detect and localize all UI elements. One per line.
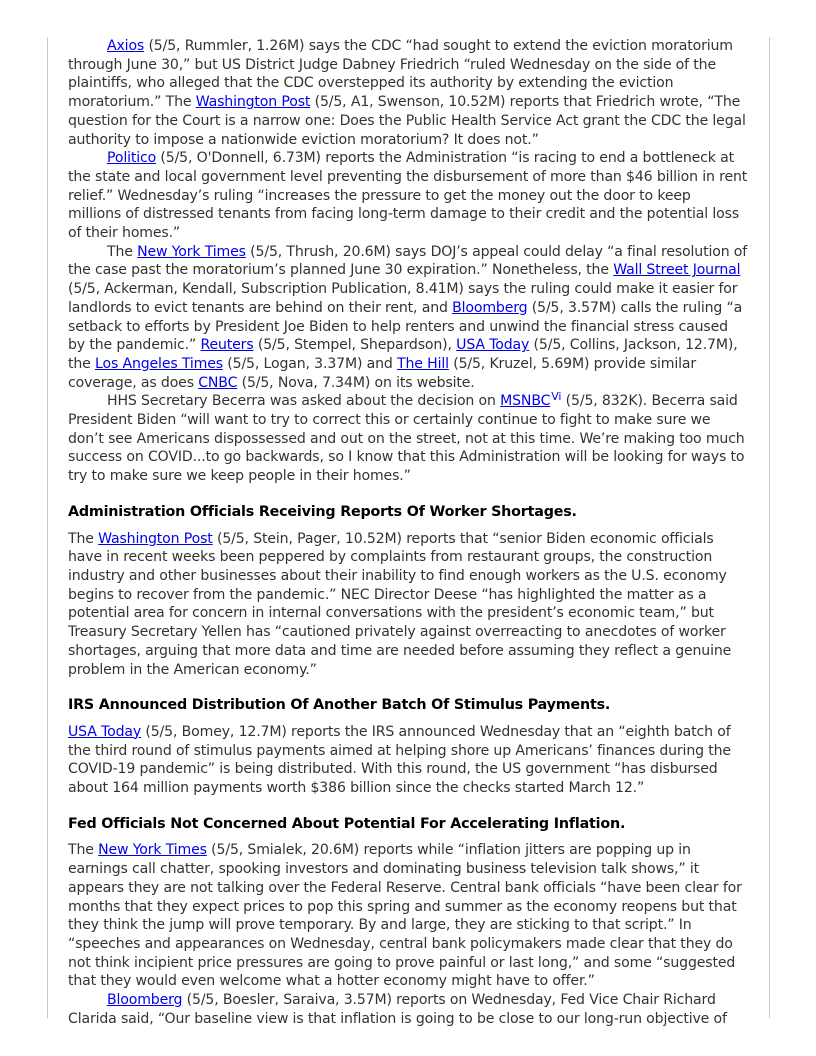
text-run: HHS Secretary Becerra was asked about the decision on [107,393,501,410]
source-link-new-york-times[interactable]: New York Times [137,243,246,260]
source-link-the-hill[interactable]: The Hill [397,355,449,372]
text-run: (5/5, Bomey, 12.7M) reports the IRS announced Wednesday that an “eighth batch of the third round of stimulus payments aimed at helping shore up Americans’ finances during the COVID-19 pandemic” is being distributed. With this round, the US government “has disbursed about 164 million payments worth $386 billion since the checks started March 12.” [68,723,731,797]
video-indicator-icon[interactable]: Vi [551,390,562,404]
text-run: (5/5, Kruzel, 5.69M) provide similar coverage, as does [68,355,697,391]
text-run: (5/5, 3.57M) calls the ruling “a setback to efforts by President Joe Biden to help renters and unwind the financial stress caused by the pandemic.” [68,299,743,354]
text-run: (5/5, Boesler, Saraiva, 3.57M) reports on Wednesday, Fed Vice Chair Richard Clarida said, “Our baseline view is that inflation is going to be close to our long-run objective of [68,992,727,1027]
section-heading: IRS Announced Distribution Of Another Batch Of Stimulus Payments. [68,697,611,714]
text-run: (5/5, 832K). Becerra said President Biden “will want to try to correct this or certainly continue to fight to make sure we don’t see Americans dispossessed and out on the street, not at this time. We’re making too much success on COVID...to go backwards, so I know that this Administration will be looking for ways to try to make sure we keep people in their homes.” [68,393,745,485]
paragraph [68,149,748,243]
paragraph [68,243,748,393]
text-run: (5/5, O'Donnell, 6.73M) reports the Administration “is racing to end a bottleneck at the state and local government level preventing the disbursement of more than $46 billion in rent relief.” Wednesday’s ruling “increases the pressure to get the money out the door to keep millions of distressed tenants from facing long-term damage to their credit and the potential loss of their homes.” [68,150,748,242]
source-link-msnbc[interactable]: MSNBC [500,393,551,410]
paragraph [68,37,748,149]
text-run: (5/5, Ackerman, Kendall, Subscription Publication, 8.41M) says the ruling could make it easier for landlords to evict tenants are behind on their rent, and [68,281,738,316]
text-run: (5/5, Nova, 7.34M) on its website. [237,374,475,391]
source-link-los-angeles-times[interactable]: Los Angeles Times [95,355,223,372]
document-body [68,37,748,1028]
text-run: (5/5, Thrush, 20.6M) says DOJ’s appeal could delay “a final resolution of the case past the moratorium’s planned June 30 expiration.” Nonetheless, the [68,243,748,279]
source-link-washington-post[interactable]: Washington Post [98,530,213,547]
text-run: (5/5, Logan, 3.37M) and [222,355,398,372]
source-link-reuters[interactable]: Reuters [200,337,254,354]
text-run: (5/5, A1, Swenson, 10.52M) reports that Friedrich wrote, “The question for the Court is a narrow one: Does the Public Health Service Act grant the CDC the legal authority to impose a nationwide eviction moratorium? It does not.” [68,94,746,148]
source-link-bloomberg[interactable]: Bloomberg [452,299,528,316]
text-run: (5/5, Collins, Jackson, 12.7M), the [68,337,738,372]
source-link-bloomberg[interactable]: Bloomberg [107,992,183,1009]
text-run: The [107,243,138,260]
source-link-new-york-times[interactable]: New York Times [98,842,207,859]
paragraph [68,841,748,991]
section-heading: Administration Officials Receiving Reports Of Worker Shortages. [68,503,577,520]
source-link-washington-post[interactable]: Washington Post [195,94,311,111]
text-run: The [68,530,99,547]
paragraph [68,392,748,486]
text-run: (5/5, Rummler, 1.26M) says the CDC “had sought to extend the eviction moratorium through June 30,” but US District Judge Dabney Friedrich “ruled Wednesday on the side of the plaintiffs, who alleged that the CDC overstepped its authority by extending the eviction moratorium.” The [68,38,733,111]
paragraph [68,723,748,798]
source-link-cnbc[interactable]: CNBC [198,374,238,391]
section-heading: Fed Officials Not Concerned About Potential For Accelerating Inflation. [68,815,626,832]
text-run: (5/5, Smialek, 20.6M) reports while “inflation jitters are popping up in earnings call chatter, spooking investors and dominating business television talk shows,” it appears they are not talking over the Federal Reserve. Central bank officials “have been clear for months that they expect prices to pop this spring and summer as the economy reopens but that they think the jump will prove temporary. By and large, they are sticking to that script.” In “speeches and appearances on Wednesday, central bank policymakers made clear that they do not think incipient price pressures are going to prove painful or last long,” and some “suggested that they would even welcome what a hotter economy might have to offer.” [68,842,742,990]
paragraph [68,530,748,680]
text-run: (5/5, Stempel, Shepardson), [253,337,457,354]
paragraph [68,991,748,1028]
source-link-wall-street-journal[interactable]: Wall Street Journal [613,262,741,279]
text-run: The [68,842,99,859]
source-link-usa-today[interactable]: USA Today [68,723,142,740]
text-run: (5/5, Stein, Pager, 10.52M) reports that “senior Biden economic officials have in recent weeks been peppered by complaints from restaurant groups, the construction industry and other businesses about their inability to find enough workers as the U.S. economy begins to recover from the pandemic.” NEC Director Deese “has highlighted the matter as a potential area for concern in internal conversations with the president’s economic team,” but Treasury Secretary Yellen has “cautioned privately against overreacting to anecdotes of worker shortages, arguing that more data and time are needed before assuming they reflect a genuine problem in the American economy.” [68,530,732,678]
source-link-axios[interactable]: Axios [107,38,145,54]
source-link-usa-today[interactable]: USA Today [456,337,530,354]
source-link-politico[interactable]: Politico [107,150,157,167]
